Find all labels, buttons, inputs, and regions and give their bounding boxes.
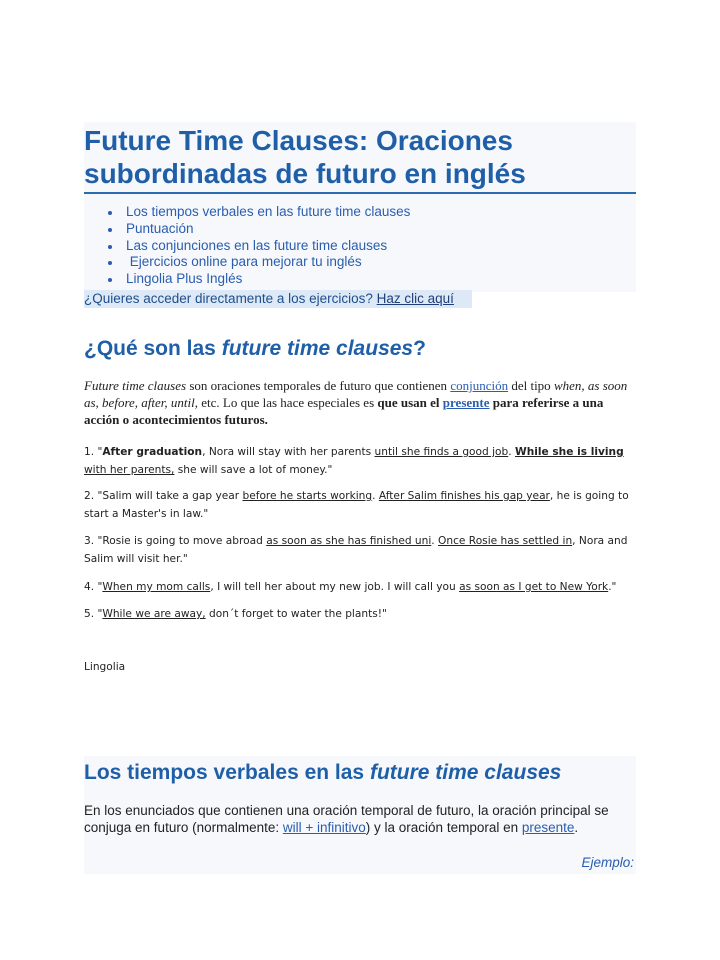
para-text: En los enunciados que contienen una oración temporal de futuro, la oración principal se conjuga en futuro (normalmente: <box>84 803 609 835</box>
heading-italic: future time clauses <box>369 761 562 784</box>
ex-clause-bold: While she is living <box>515 446 624 458</box>
ex-text: . <box>508 446 516 458</box>
source-credit: Lingolia <box>84 661 126 673</box>
jump-text: ¿Quieres acceder directamente a los ejercicios? <box>84 291 377 306</box>
intro-text: etc. Lo que las hace especiales es <box>198 395 378 410</box>
heading-end: ? <box>413 337 426 360</box>
ex-text: 1. " <box>84 446 103 458</box>
toc-link-conjunciones[interactable]: Las conjunciones en las future time clauses <box>126 237 388 253</box>
heading-italic: future time clauses <box>221 337 414 360</box>
toc-link-ejercicios[interactable]: Ejercicios online para mejorar tu inglés <box>126 254 362 270</box>
ex-text: 5. " <box>84 608 103 620</box>
ex-clause: until she finds a good job <box>374 446 509 458</box>
ex-clause: While we are away, <box>102 608 206 620</box>
para-text: ) y la oración temporal en <box>365 820 522 835</box>
page-title: Future Time Clauses: Oraciones subordinadas de futuro en inglés <box>84 124 636 194</box>
toc-item[interactable] <box>108 221 410 238</box>
ex-clause: Once Rosie has settled in <box>438 535 573 547</box>
ex-text: 2. "Salim will take a gap year <box>84 490 243 502</box>
example-5 <box>84 605 634 623</box>
heading-text: Los tiempos verbales en las <box>84 761 370 784</box>
example-label: Ejemplo: <box>581 855 634 870</box>
toc-item[interactable] <box>108 254 410 271</box>
intro-conjunctions: when, as soon as, before, after, until, <box>84 378 628 410</box>
para-text: . <box>574 820 579 835</box>
ex-text: , Nora will stay with her parents <box>202 446 375 458</box>
toc-item[interactable] <box>108 204 410 221</box>
ex-text: , Nora and Salim will visit her." <box>84 535 628 565</box>
intro-text: del tipo <box>508 378 554 393</box>
heading-text: ¿Qué son las <box>84 337 222 360</box>
example-3 <box>84 532 634 568</box>
ex-clause: with her parents, <box>84 464 175 476</box>
intro-text: son oraciones temporales de futuro que contienen <box>186 378 451 393</box>
link-conjuncion[interactable]: conjunción <box>450 378 509 393</box>
ex-clause: before he starts working <box>242 490 373 502</box>
ex-clause: as soon as I get to New York <box>459 581 609 593</box>
section-heading-que-son <box>84 336 426 362</box>
ex-text: , he is going to start a Master's in law." <box>84 490 629 520</box>
section-heading-tiempos <box>84 760 561 786</box>
jump-to-exercises <box>84 290 472 308</box>
section2-paragraph <box>84 802 636 836</box>
intro-bold: para referirse a una acción o acontecimientos futuros. <box>84 395 604 427</box>
link-presente[interactable]: presente <box>442 395 490 410</box>
toc-link-puntuacion[interactable]: Puntuación <box>126 220 194 236</box>
ex-clause: When my mom calls <box>102 581 211 593</box>
ex-text: don´t forget to water the plants!" <box>205 608 387 620</box>
intro-paragraph <box>84 377 636 428</box>
link-presente-2[interactable]: presente <box>521 820 575 835</box>
ex-text: . <box>372 490 379 502</box>
ex-clause: as soon as she has finished uni <box>266 535 432 547</box>
link-will-infinitivo[interactable]: will + infinitivo <box>282 820 366 835</box>
intro-bold: que usan el <box>377 395 443 410</box>
ex-text: . <box>431 535 439 547</box>
intro-term: Future time clauses <box>84 378 187 393</box>
table-of-contents <box>108 204 410 288</box>
example-2 <box>84 487 634 523</box>
ex-bold: After graduation <box>102 446 203 458</box>
ex-text: ." <box>608 581 617 593</box>
jump-link[interactable]: Haz clic aquí <box>376 291 454 306</box>
ex-text: , I will tell her about my new job. I will call you <box>210 581 460 593</box>
toc-item[interactable] <box>108 271 410 288</box>
example-4 <box>84 578 634 596</box>
example-1 <box>84 443 634 479</box>
ex-text: 3. "Rosie is going to move abroad <box>84 535 267 547</box>
toc-link-plus[interactable]: Lingolia Plus Inglés <box>126 271 243 287</box>
ex-text: 4. " <box>84 581 103 593</box>
ex-clause: After Salim finishes his gap year <box>378 490 550 502</box>
toc-item[interactable] <box>108 238 410 255</box>
toc-link-tiempos[interactable]: Los tiempos verbales en las future time clauses <box>126 204 411 219</box>
ex-text: she will save a lot of money." <box>174 464 333 476</box>
